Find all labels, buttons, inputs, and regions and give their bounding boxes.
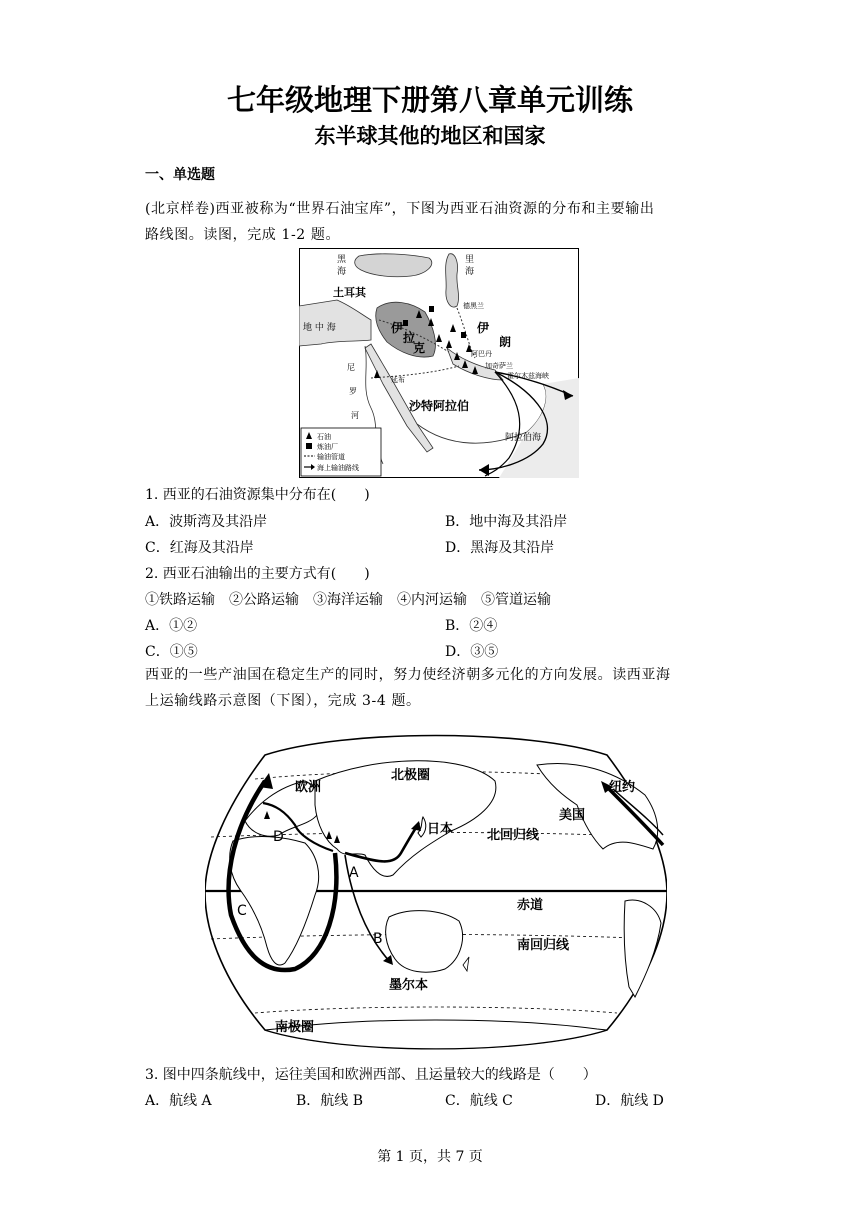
map-label: 海	[337, 267, 347, 277]
question-3-option-a: A．航线 A	[145, 1093, 212, 1109]
question-1-stem: 1. 西亚的石油资源集中分布在( )	[145, 487, 370, 503]
map-label: 尼	[347, 363, 355, 372]
map-label: 德黑兰	[463, 302, 484, 310]
intro-line: 路线图。读图，完成 1-2 题。	[145, 227, 341, 243]
map-label: 土耳其	[333, 286, 366, 299]
map-label: 欧洲	[295, 780, 322, 795]
page-subtitle: 东半球其他的地区和国家	[314, 124, 546, 148]
intro-paragraph-2	[145, 662, 725, 714]
question-1-option-a: A．波斯湾及其沿岸	[145, 514, 268, 530]
question-2-option-a: A．①②	[145, 618, 198, 634]
refinery-icon	[306, 443, 312, 449]
legend-label: 海上输油路线	[317, 464, 359, 472]
map-label: 沙特阿拉伯	[409, 399, 470, 413]
map-label: 日本	[427, 822, 454, 837]
route-label-c: C	[237, 903, 247, 919]
map-label: 南回归线	[517, 938, 570, 953]
question-3-option-d: D．航线 D	[595, 1093, 664, 1109]
route-label-d: D	[273, 829, 284, 845]
question-2-stem: 2. 西亚石油输出的主要方式有( )	[145, 566, 370, 582]
question-3-option-c: C．航线 C	[445, 1093, 513, 1109]
map-label: 霍尔木兹海峡	[507, 372, 549, 380]
route-label-a: A	[349, 865, 359, 881]
map-label: 赤道	[517, 898, 544, 913]
refinery-icon	[461, 332, 466, 338]
map-label: 海	[465, 267, 475, 277]
map-label: 朗	[499, 335, 512, 349]
question-1-option-b: B．地中海及其沿岸	[445, 514, 568, 530]
map-label: 纽约	[609, 780, 636, 795]
question-1-option-c: C．红海及其沿岸	[145, 540, 254, 556]
map-label: 黑	[337, 255, 347, 265]
map-label: 河	[351, 411, 359, 420]
map-label: 南极圈	[275, 1020, 315, 1035]
map-label: 里	[465, 255, 475, 265]
map-label: 地 中 海	[303, 323, 336, 333]
intro-paragraph-1	[145, 196, 725, 248]
map-label: 加奇萨兰	[485, 362, 513, 370]
map-label: 拉	[403, 331, 416, 345]
map-label: 墨尔本	[389, 978, 429, 993]
map-legend	[301, 428, 381, 476]
question-2-option-b: B．②④	[445, 618, 498, 634]
refinery-icon	[403, 320, 408, 326]
question-2-option-c: C．①⑤	[145, 644, 198, 660]
route-label-b: B	[373, 931, 383, 947]
page-footer: 第 1 页，共 7 页	[377, 1149, 483, 1165]
question-2-option-d: D．③⑤	[445, 644, 499, 660]
intro-line: 上运输线路示意图（下图），完成 3-4 题。	[145, 693, 421, 709]
question-3-option-b: B．航线 B	[296, 1093, 364, 1109]
map-label: 阿拉伯海	[505, 433, 542, 443]
map-label: 延布	[391, 376, 405, 384]
map-label: 克	[413, 341, 426, 355]
page-title: 七年级地理下册第八章单元训练	[226, 83, 633, 117]
south-america-landmass	[624, 900, 661, 997]
map-label: 北极圈	[391, 768, 431, 783]
map-label: 北回归线	[487, 828, 540, 843]
legend-label: 输油管道	[317, 453, 345, 461]
map-label: 罗	[349, 387, 357, 396]
map-label: 阿巴丹	[471, 350, 492, 358]
antarctica-landmass	[265, 1020, 607, 1049]
map-label: 美国	[559, 808, 586, 823]
refinery-icon	[429, 306, 434, 312]
legend-label: 石油	[317, 433, 331, 441]
legend-label: 炼油厂	[317, 443, 338, 451]
world-shipping-map	[205, 725, 667, 1055]
map-label: 伊	[477, 321, 490, 335]
west-asia-oil-map	[299, 248, 579, 478]
question-2-items: ①铁路运输 ②公路运输 ③海洋运输 ④内河运输 ⑤管道运输	[145, 592, 551, 608]
intro-line: 西亚的一些产油国在稳定生产的同时，努力使经济朝多元化的方向发展。读西亚海	[145, 667, 671, 683]
question-1-option-d: D．黑海及其沿岸	[445, 540, 555, 556]
caspian-sea-shape	[446, 254, 459, 307]
question-3-stem: 3. 图中四条航线中，运往美国和欧洲西部、且运量较大的线路是（ ）	[145, 1067, 597, 1083]
map-label: 伊	[391, 321, 404, 335]
section-heading: 一、单选题	[145, 167, 215, 183]
intro-line: (北京样卷)西亚被称为“世界石油宝库”，下图为西亚石油资源的分布和主要输出	[145, 201, 655, 217]
